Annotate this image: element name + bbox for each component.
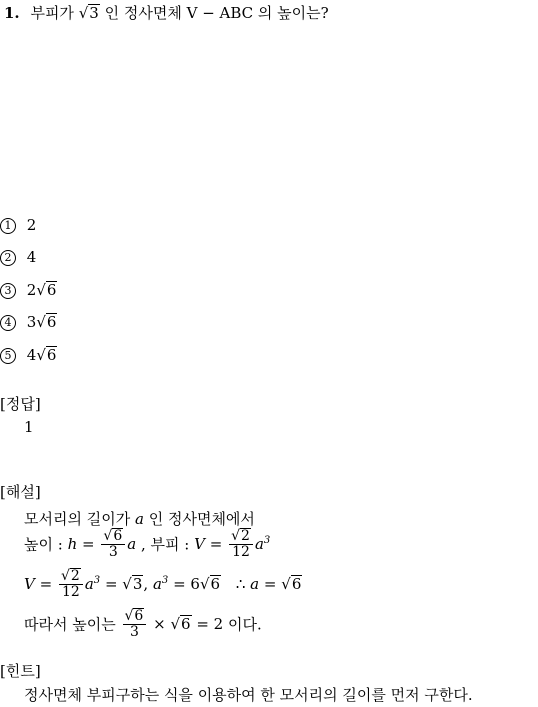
question-sqrt: √3 bbox=[78, 4, 99, 22]
formula-eq: = bbox=[209, 535, 223, 554]
choice-mark-icon: 4 bbox=[0, 315, 16, 331]
formula-fraction: $\frac{√2}{12}$ bbox=[229, 528, 253, 560]
choice-sqrt-radicand: 6 bbox=[46, 313, 57, 331]
choice-mark-icon: 3 bbox=[0, 283, 16, 299]
choice-4[interactable] bbox=[0, 313, 57, 331]
choice-mark-icon: 2 bbox=[0, 250, 16, 266]
formula-fraction: $\frac{√2}{12}$ bbox=[59, 568, 83, 600]
formula-eq: = bbox=[39, 575, 53, 594]
choice-sqrt-radicand: 6 bbox=[46, 281, 57, 299]
formula-V: V bbox=[24, 575, 35, 594]
choice-value: 4 bbox=[26, 248, 37, 266]
formula-a3: $a^3$ bbox=[84, 575, 101, 594]
choice-value: 2 bbox=[26, 281, 37, 299]
choice-mark-icon: 5 bbox=[0, 348, 16, 364]
explanation-heading: [해설] bbox=[0, 483, 41, 501]
formula-a3: $a^3$ bbox=[254, 535, 271, 554]
choice-3[interactable] bbox=[0, 281, 57, 299]
hint-text: 정사면체 부피구하는 식을 이용하여 한 모서리의 길이를 먼저 구한다. bbox=[24, 686, 473, 704]
explanation-line-1 bbox=[24, 508, 255, 529]
formula-product: × √6 = 2 bbox=[153, 615, 224, 634]
choice-value: 4 bbox=[26, 346, 37, 364]
question-text-after: 인 정사면체 V − ABC 의 높이는? bbox=[104, 4, 329, 22]
explanation-text: 따라서 높이는 bbox=[24, 615, 116, 634]
variable-a: a bbox=[134, 510, 144, 528]
formula-h: h bbox=[67, 535, 78, 554]
explanation-text: 이다. bbox=[228, 615, 262, 634]
choice-mark-icon: 1 bbox=[0, 218, 16, 234]
formula-a: a bbox=[250, 575, 260, 594]
explanation-line-2 bbox=[24, 528, 270, 560]
choice-2[interactable] bbox=[0, 248, 36, 266]
choice-sqrt: √6 bbox=[36, 346, 57, 364]
formula-eq: = √3, bbox=[104, 575, 149, 594]
explanation-text: 인 정사면체에서 bbox=[148, 510, 255, 528]
choice-sqrt: √6 bbox=[36, 313, 57, 331]
explanation-line-3 bbox=[24, 568, 302, 600]
formula-fraction: $\frac{√6}{3}$ bbox=[101, 528, 125, 560]
therefore-icon: ∴ bbox=[235, 575, 246, 594]
explanation-text: 높이 : bbox=[24, 535, 63, 554]
explanation-text: , 부피 : bbox=[140, 535, 190, 554]
formula-eq: = √6 bbox=[263, 575, 302, 594]
explanation-line-4 bbox=[24, 608, 262, 640]
question-text-before: 부피가 bbox=[30, 4, 74, 22]
answer-value: 1 bbox=[24, 418, 34, 436]
question-line bbox=[4, 2, 329, 23]
formula-a: a bbox=[127, 535, 137, 554]
formula-a3: $a^3$ bbox=[152, 575, 169, 594]
explanation-text: 모서리의 길이가 bbox=[24, 510, 131, 528]
question-number: 1. bbox=[4, 4, 20, 22]
formula-V: V bbox=[194, 535, 205, 554]
formula-eq: = 6√6 bbox=[173, 575, 221, 594]
formula-eq: = bbox=[82, 535, 95, 554]
choice-sqrt-radicand: 6 bbox=[46, 346, 57, 364]
choice-1[interactable] bbox=[0, 216, 36, 234]
formula-fraction: $\frac{√6}{3}$ bbox=[123, 608, 147, 640]
choice-value: 3 bbox=[26, 313, 37, 331]
answer-heading: [정답] bbox=[0, 395, 41, 413]
hint-heading: [힌트] bbox=[0, 662, 41, 680]
question-sqrt-radicand: 3 bbox=[89, 4, 99, 22]
choice-value: 2 bbox=[26, 216, 37, 234]
choice-sqrt: √6 bbox=[36, 281, 57, 299]
choice-5[interactable] bbox=[0, 346, 57, 364]
